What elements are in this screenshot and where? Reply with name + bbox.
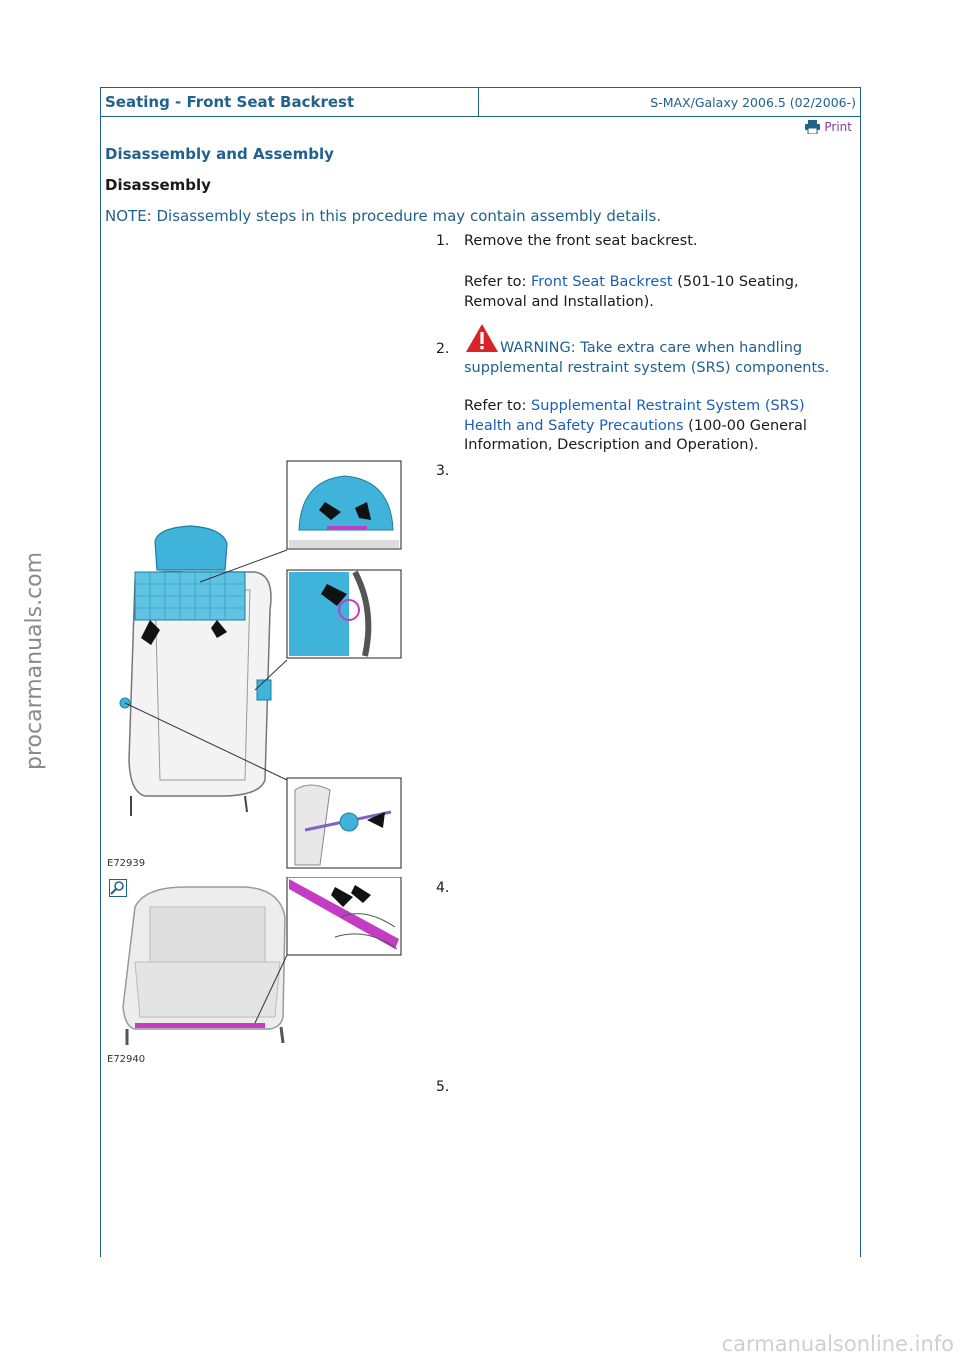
- step-2-warning: WARNING: Take extra care when handling supplemental restraint system (SRS) components.: [464, 340, 830, 376]
- step-3-number: 3.: [436, 463, 450, 479]
- step-2-refer: [464, 397, 844, 456]
- step-2-refer-suffix: (100-00 General Information, Description and Operation).: [464, 417, 807, 453]
- step-1-number: 1.: [436, 233, 450, 249]
- watermark-side: procarmanuals.com: [22, 551, 47, 770]
- subsection-title: Disassembly: [105, 176, 211, 194]
- print-label: Print: [824, 120, 852, 134]
- front-seat-backrest-link[interactable]: Front Seat Backrest: [531, 274, 673, 290]
- step-5-number: 5.: [436, 1079, 450, 1095]
- figure-e72940: [105, 877, 405, 1067]
- model-label: S-MAX/Galaxy 2006.5 (02/2006-): [650, 95, 856, 110]
- printer-icon: [805, 120, 820, 134]
- step-4-number: 4.: [436, 880, 450, 896]
- watermark-bottom: carmanualsonline.info: [721, 1332, 954, 1356]
- step-1-text: Remove the front seat backrest.: [464, 233, 698, 249]
- document-frame: [100, 87, 861, 1257]
- step-1-refer-suffix: (501-10 Seating, Removal and Installation).: [464, 274, 799, 310]
- step-1-refer: [464, 273, 844, 312]
- figure-2-label: E72940: [107, 1054, 146, 1065]
- page-title: Seating - Front Seat Backrest: [101, 88, 479, 116]
- figure-e72939: [105, 460, 405, 872]
- step-2-number: 2.: [436, 341, 450, 357]
- section-title: Disassembly and Assembly: [105, 145, 334, 163]
- step-1-refer-prefix: Refer to:: [464, 274, 531, 290]
- note-text: NOTE: Disassembly steps in this procedure may contain assembly details.: [105, 207, 662, 225]
- page-header: [101, 87, 860, 117]
- step-2-refer-prefix: Refer to:: [464, 398, 531, 414]
- srs-precautions-link[interactable]: Supplemental Restraint System (SRS) Health and Safety Precautions: [464, 398, 805, 434]
- figure-1-label: E72939: [107, 858, 146, 869]
- print-button[interactable]: [805, 120, 852, 134]
